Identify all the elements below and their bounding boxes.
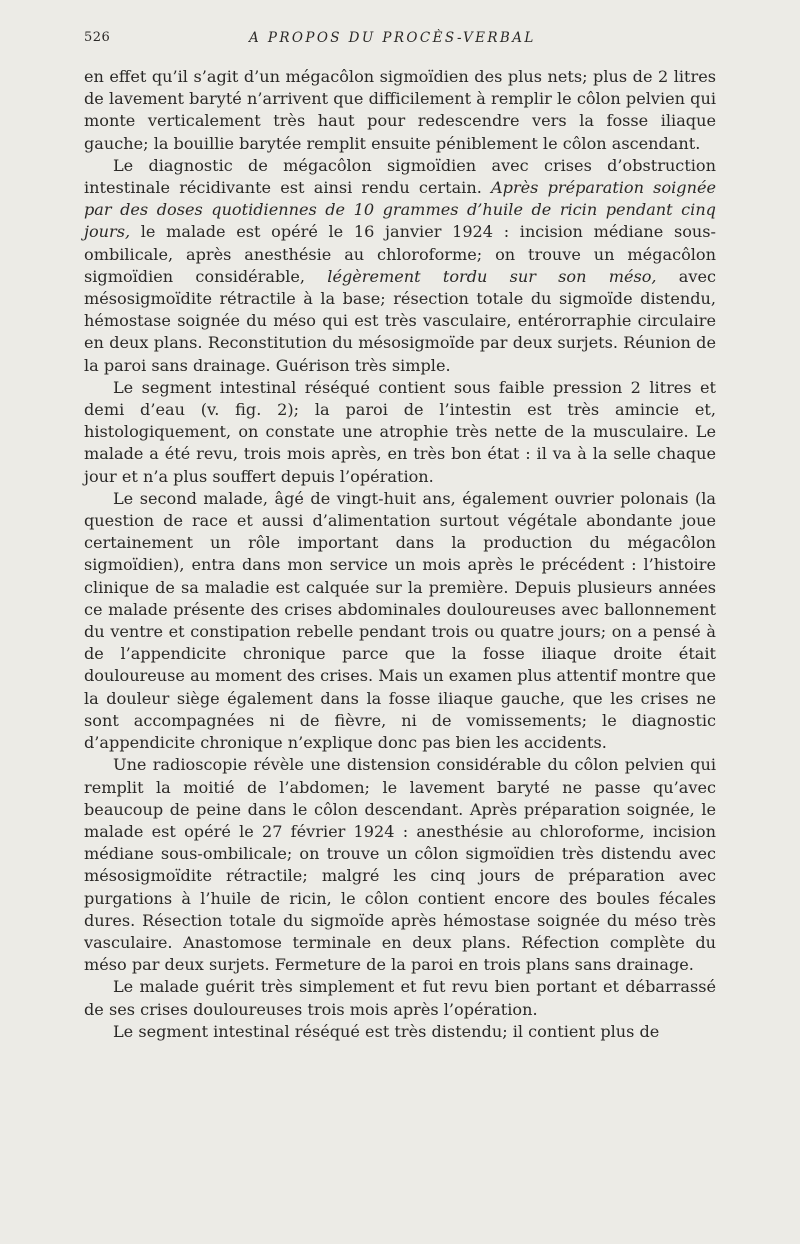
paragraph-7: Le segment intestinal réséqué est très distendu; il contient plus de [113, 1021, 660, 1041]
running-head [84, 30, 716, 52]
paragraph-2-italic-preparation: Après préparation soignée par des doses quotidiennes de 10 grammes d’huile de ricin pendant cinq jours, [84, 178, 716, 242]
paragraph-1: en effet qu’il s’agit d’un mégacôlon sigmoïdien des plus nets; plus de 2 litres de lavement baryté n’arrivent que difficilement à remplir le côlon pelvien qui monte verticalement très haut pour redescendre vers la fosse iliaque gauche; la bouillie barytée remplit ensuite péniblement le côlon ascendant. [84, 67, 716, 153]
page-number: 526 [84, 30, 111, 45]
paragraph-2-text-before: Le diagnostic de mégacôlon sigmoïdien avec crises d’obstruction intestinale récidivante est ainsi rendu certain. [84, 155, 716, 198]
paragraph-5: Une radioscopie révèle une distension considérable du côlon pelvien qui remplit la moitié de l’abdomen; le lavement baryté ne passe qu’avec beaucoup de peine dans le côlon descendant. Après préparation soignée, le malade est opéré le 27 février 1924 : anesthésie au chloroforme, incision médiane sous-ombilicale; on trouve un côlon sigmoïdien très distendu avec mésosigmoïdite rétractile; malgré les cinq jours de préparation avec purgations à l’huile de ricin, le côlon contient encore des boules fécales dures. Résection totale du sigmoïde après hémostase soignée du méso très vasculaire. Anastomose terminale en deux plans. Réfection complète du méso par deux surjets. Fermeture de la paroi en trois plans sans drainage. [84, 755, 716, 975]
paragraph-2-italic-meso: légèrement tordu sur son méso, [327, 266, 657, 286]
paragraph-2-text-middle: le malade est opéré le 16 janvier 1924 : incision médiane sous-ombilicale, après anesthésie au chloroforme; on trouve un mégacôlon sigmoïdien considérable, [84, 222, 716, 286]
running-title: A PROPOS DU PROCÈS-VERBAL [249, 30, 536, 46]
paragraph-4: Le second malade, âgé de vingt-huit ans, également ouvrier polonais (la question de race et aussi d’alimentation surtout végétale abondante joue certainement un rôle important dans la production du mégacôlon sigmoïdien), entra dans mon service un mois après le précédent : l’histoire clinique de sa maladie est calquée sur la première. Depuis plusieurs années ce malade présente des crises abdominales douloureuses avec ballonnement du ventre et constipation rebelle pendant trois ou quatre jours; on a pensé à de l’appendicite chronique parce que la fosse iliaque droite était douloureuse au moment des crises. Mais un examen plus attentif montre que la douleur siège également dans la fosse iliaque gauche, que les crises ne sont accompagnées ni de fièvre, ni de vomissements; le diagnostic d’appendicite chronique n’explique donc pas bien les accidents. [84, 488, 716, 753]
body-text [84, 66, 716, 1043]
paragraph-2 [84, 155, 716, 377]
paragraph-3: Le segment intestinal réséqué contient sous faible pression 2 litres et demi d’eau (v. fig. 2); la paroi de l’intestin est très amincie et, histologiquement, on constate une atrophie très nette de la musculaire. Le malade a été revu, trois mois après, en très bon état : il va à la selle chaque jour et n’a plus souffert depuis l’opération. [84, 377, 716, 486]
paragraph-6: Le malade guérit très simplement et fut revu bien portant et débarrassé de ses crises douloureuses trois mois après l’opération. [84, 977, 716, 1019]
paragraph-2-text-after: avec mésosigmoïdite rétractile à la base; résection totale du sigmoïde distendu, hémostase soignée du méso qui est très vasculaire, entérorraphie circulaire en deux plans. Reconstitution du mésosigmoïde par deux surjets. Réunion de la paroi sans drainage. Guérison très simple. [84, 266, 717, 375]
